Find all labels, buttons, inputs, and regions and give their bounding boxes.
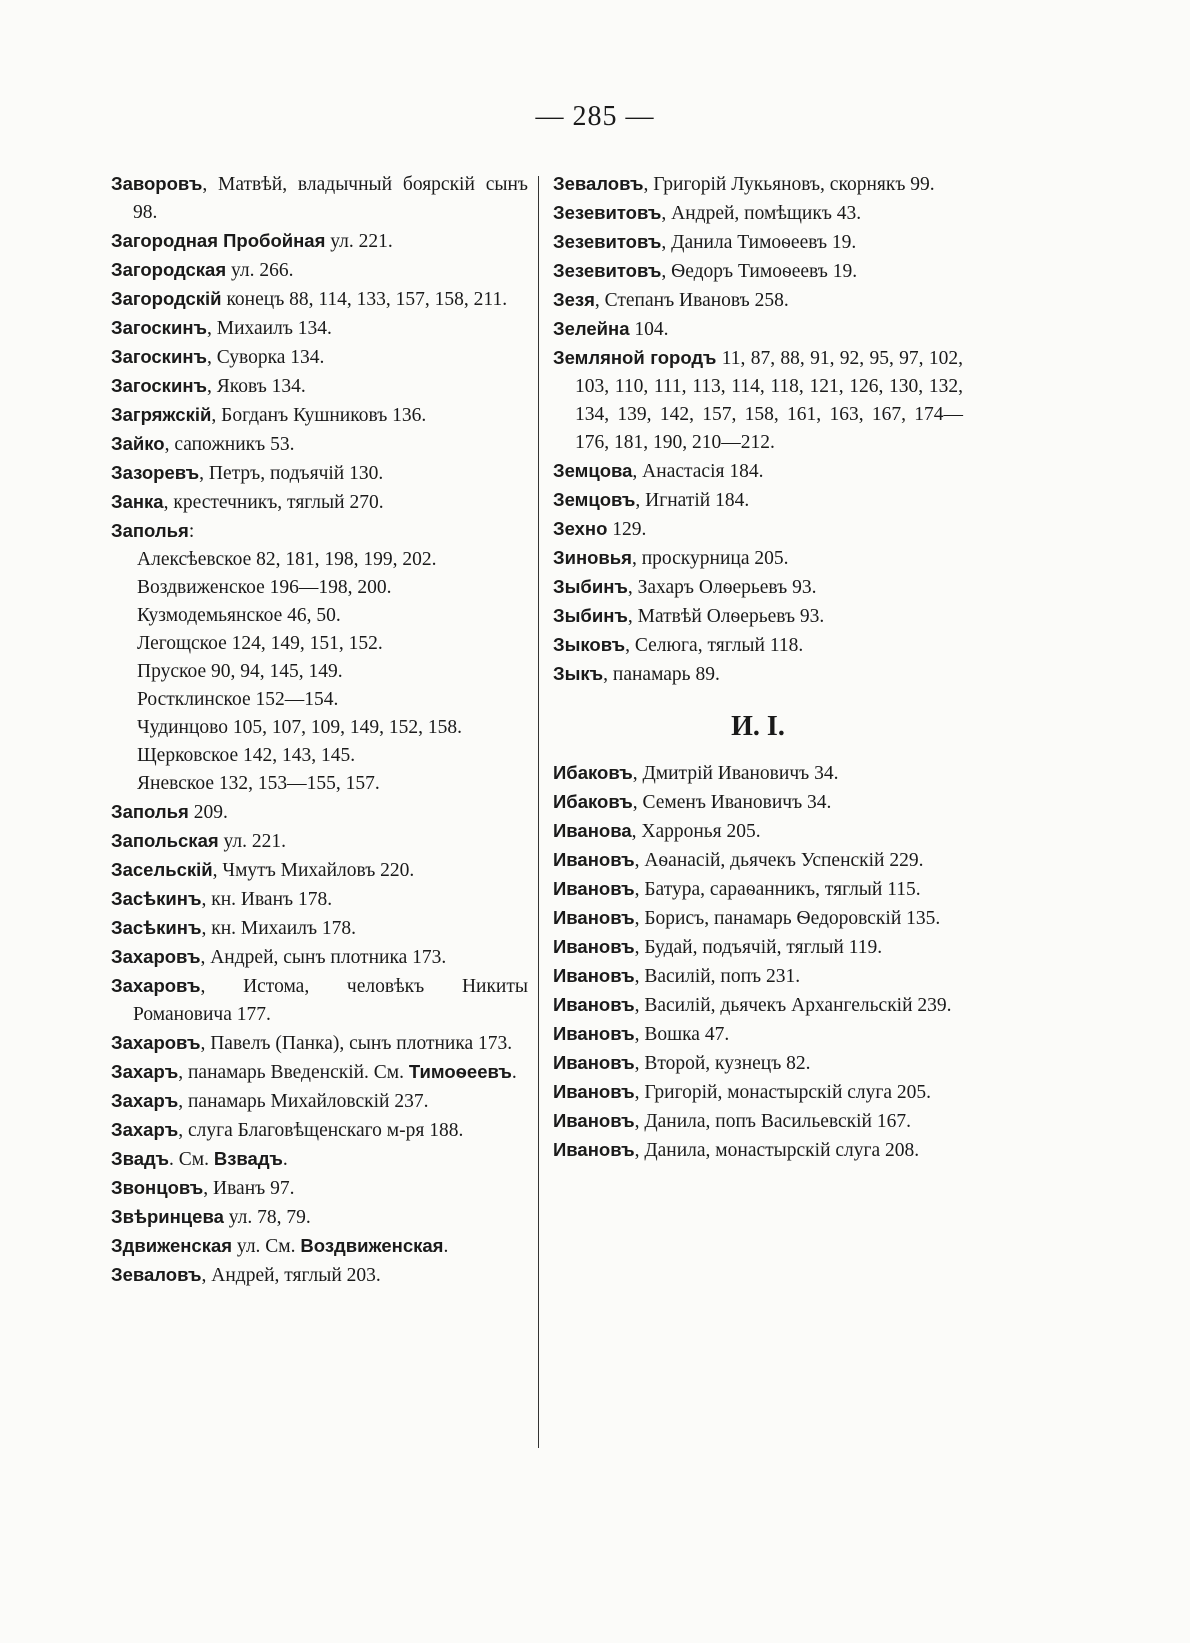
entry-text: . См. [169, 1149, 214, 1170]
index-entry [111, 1232, 528, 1261]
index-entry [553, 1078, 963, 1107]
entry-headword: Зелейна [553, 318, 630, 339]
entry-text: , Андрей, сынъ плотника 173. [200, 947, 447, 968]
entry-headword: Запольская [111, 830, 219, 851]
index-entry [553, 788, 963, 817]
index-entry [553, 315, 963, 344]
entry-text: , Второй, кузнецъ 82. [634, 1053, 811, 1074]
index-entry [553, 817, 963, 846]
entry-text: , Данила Тимоѳеевъ 19. [661, 232, 857, 253]
entry-text: , Матвѣй, владычный боярскій сынъ 98. [133, 174, 528, 223]
entry-headword: Зезевитовъ [553, 260, 662, 281]
entry-text: , кн. Михаилъ 178. [201, 918, 357, 939]
index-entry [111, 914, 528, 943]
entry-headword: Заворовъ [111, 173, 203, 194]
entry-text: , Чмутъ Михайловъ 220. [212, 860, 415, 881]
index-entry [553, 286, 963, 315]
entry-headword: Заполья [111, 801, 189, 822]
entry-text: , Григорій, монастырскій слуга 205. [634, 1082, 932, 1103]
index-entry [553, 1020, 963, 1049]
entry-headword: Зазоревъ [111, 462, 200, 483]
entry-text: , Батура, сараѳанникъ, тяглый 115. [634, 879, 921, 900]
entry-text: , Василій, дьячекъ Архангельскій 239. [634, 995, 952, 1016]
entry-headword: Заполья [111, 520, 189, 541]
entry-text: , Харронья 205. [631, 821, 761, 842]
entry-headword: Захаровъ [111, 946, 201, 967]
index-entry [111, 798, 528, 827]
index-entry [111, 459, 528, 488]
entry-headword: Загоскинъ [111, 346, 207, 367]
entry-headword: Зайко [111, 433, 165, 454]
entry-headword: Зехно [553, 518, 608, 539]
entry-headword: Загородскій [111, 288, 222, 309]
index-subentry: Чудинцово 105, 107, 109, 149, 152, 158. [137, 717, 462, 738]
index-entry [111, 856, 528, 885]
entry-text: , Петръ, подъячій 130. [199, 463, 384, 484]
entry-text: , Анастасія 184. [632, 461, 764, 482]
entry-text: , Андрей, помѣщикъ 43. [661, 203, 862, 224]
entry-text: , Павелъ (Панка), сынъ плотника 173. [200, 1033, 513, 1054]
entry-text: . [511, 1062, 517, 1083]
entry-text: , Ѳедоръ Тимоѳеевъ 19. [661, 261, 858, 282]
entry-text: , панамарь 89. [603, 664, 720, 685]
index-subentry: Яневское 132, 153—155, 157. [137, 773, 380, 794]
index-entry [553, 199, 963, 228]
index-entry [553, 573, 963, 602]
index-subentry: Легощское 124, 149, 151, 152. [137, 633, 383, 654]
index-entry [553, 457, 963, 486]
entry-text: , Селюга, тяглый 118. [625, 635, 804, 656]
entry-text: конецъ 88, 114, 133, 157, 158, 211. [221, 289, 508, 310]
entry-headword: Захаровъ [111, 975, 201, 996]
entry-headword: Засѣкинъ [111, 888, 202, 909]
entry-text: , панамарь Михайловскій 237. [178, 1091, 429, 1112]
entry-text: , проскурница 205. [631, 548, 789, 569]
entry-text: , Аѳанасій, дьячекъ Успенскій 229. [634, 850, 924, 871]
entry-headword: Ивановъ [553, 965, 635, 986]
entry-headword: Земцовъ [553, 489, 636, 510]
entry-headword: Звѣринцева [111, 1206, 224, 1227]
entry-headword: Ивановъ [553, 907, 635, 928]
entry-headword: Звадъ [111, 1148, 169, 1169]
entry-text: , Степанъ Ивановъ 258. [594, 290, 789, 311]
right-column [553, 170, 963, 1165]
index-entry [111, 827, 528, 856]
index-entry [553, 875, 963, 904]
index-entry [553, 660, 963, 689]
entry-text: , Суворка 134. [206, 347, 325, 368]
entry-headword: Взвадъ [213, 1148, 283, 1169]
index-subentry: Алексѣевское 82, 181, 198, 199, 202. [137, 549, 437, 570]
entry-text: : [188, 521, 195, 542]
entry-text: , Вошка 47. [634, 1024, 730, 1045]
entry-headword: Ивановъ [553, 849, 635, 870]
entry-text: , панамарь Введенскій. См. [178, 1062, 409, 1083]
index-entry [553, 257, 963, 286]
index-entry [111, 430, 528, 459]
section-heading: И. I. [731, 711, 785, 742]
index-entry [111, 1174, 528, 1203]
index-entry [553, 170, 963, 199]
index-entry [553, 486, 963, 515]
entry-headword: Земцова [553, 460, 633, 481]
entry-text: ул. 221. [218, 831, 287, 852]
entry-headword: Звонцовъ [111, 1177, 204, 1198]
entry-text: , слуга Благовѣщенскаго м-ря 188. [178, 1120, 464, 1141]
entry-headword: Зыбинъ [553, 605, 628, 626]
entry-headword: Зезя [553, 289, 595, 310]
entry-text: , крестечникъ, тяглый 270. [163, 492, 384, 513]
index-entry [111, 488, 528, 517]
entry-headword: Зеваловъ [111, 1264, 202, 1285]
index-subentry: Щерковское 142, 143, 145. [137, 745, 356, 766]
entry-headword: Захаръ [111, 1119, 179, 1140]
entry-headword: Зезевитовъ [553, 231, 662, 252]
left-column [111, 170, 528, 1290]
index-entry [553, 1049, 963, 1078]
index-entry [553, 933, 963, 962]
entry-text: , Захаръ Олѳерьевъ 93. [627, 577, 817, 598]
index-entry [553, 515, 963, 544]
entry-headword: Земляной городъ [553, 347, 717, 368]
index-entry [111, 170, 528, 227]
entry-text: ул. 266. [226, 260, 294, 281]
entry-headword: Захаръ [111, 1061, 179, 1082]
index-entry [553, 904, 963, 933]
index-subentry: Кузмодемьянское 46, 50. [137, 605, 341, 626]
index-entry [111, 1116, 528, 1145]
entry-text: , Иванъ 97. [203, 1178, 295, 1199]
entry-text: , Будай, подъячій, тяглый 119. [634, 937, 883, 958]
entry-headword: Загоскинъ [111, 375, 207, 396]
entry-text: , Богданъ Кушниковъ 136. [211, 405, 427, 426]
entry-headword: Ибаковъ [553, 762, 633, 783]
entry-headword: Засѣкинъ [111, 917, 202, 938]
entry-headword: Захаръ [111, 1090, 179, 1111]
index-entry [553, 631, 963, 660]
index-entry [553, 228, 963, 257]
index-entry [553, 344, 963, 457]
entry-headword: Зыковъ [553, 634, 626, 655]
index-entry [111, 401, 528, 430]
entry-headword: Тимоѳеевъ [408, 1061, 512, 1082]
index-entry [111, 885, 528, 914]
entry-text: , Данила, монастырскій слуга 208. [634, 1140, 920, 1161]
index-entry [553, 1136, 963, 1165]
index-subentry: Пруское 90, 94, 145, 149. [137, 661, 343, 682]
entry-text: , Михаилъ 134. [206, 318, 332, 339]
entry-headword: Зезевитовъ [553, 202, 662, 223]
entry-text: , Андрей, тяглый 203. [201, 1265, 381, 1286]
entry-text: , Данила, попъ Васильевскій 167. [634, 1111, 911, 1132]
index-entry [553, 991, 963, 1020]
index-entry [553, 1107, 963, 1136]
entry-headword: Ивановъ [553, 1052, 635, 1073]
index-entry [111, 517, 528, 546]
column-divider [538, 176, 539, 1448]
i-entries [553, 759, 963, 1165]
entry-text: . [443, 1236, 449, 1257]
entry-text: , Истома, человѣкъ Никиты Романовича 177. [133, 976, 528, 1025]
index-entry [111, 1203, 528, 1232]
index-entry [553, 846, 963, 875]
entry-headword: Загряжскій [111, 404, 212, 425]
page-number: — 285 — [535, 101, 655, 132]
index-entry [111, 943, 528, 972]
entry-text: 11, 87, 88, 91, 92, 95, 97, 102, 103, 110, 111, 113, 114, 118, 121, 126, 130, 132, 134, 139, 142, 157, 158, 161, 163, 167, 174—176, 181, 190, 210—212. [575, 348, 963, 453]
entry-headword: Ивановъ [553, 1023, 635, 1044]
entry-headword: Ивановъ [553, 1110, 635, 1131]
index-entry [111, 1261, 528, 1290]
entry-headword: Засельскій [111, 859, 213, 880]
entry-text: . [282, 1149, 288, 1170]
entry-text: , Семенъ Ивановичъ 34. [632, 792, 832, 813]
index-entry [553, 759, 963, 788]
entry-headword: Захаровъ [111, 1032, 201, 1053]
entry-text: , Григорій Лукьяновъ, скорнякъ 99. [643, 174, 935, 195]
entry-headword: Ивановъ [553, 994, 635, 1015]
entry-text: 104. [629, 319, 669, 340]
entry-headword: Воздвиженская [300, 1235, 444, 1256]
index-entry [111, 343, 528, 372]
entry-headword: Ивановъ [553, 1139, 635, 1160]
entry-headword: Загородская [111, 259, 227, 280]
entry-text: 209. [188, 802, 228, 823]
entry-text: , Дмитрій Ивановичъ 34. [632, 763, 839, 784]
entry-headword: Зиновья [553, 547, 632, 568]
index-entry [553, 962, 963, 991]
index-entry [553, 602, 963, 631]
index-entry [111, 285, 528, 314]
index-entry [111, 256, 528, 285]
index-entry [111, 314, 528, 343]
index-entry [111, 1029, 528, 1058]
entry-text: , Яковъ 134. [206, 376, 306, 397]
index-entry [111, 1145, 528, 1174]
entry-text: ул. См. [232, 1236, 301, 1257]
entry-headword: Ибаковъ [553, 791, 633, 812]
entry-headword: Занка [111, 491, 164, 512]
entry-headword: Ивановъ [553, 878, 635, 899]
entry-headword: Загородная Пробойная [111, 230, 326, 251]
entry-headword: Ивановъ [553, 1081, 635, 1102]
index-entry [111, 1087, 528, 1116]
entry-headword: Зыкъ [553, 663, 604, 684]
entry-text: , Матвѣй Олѳерьевъ 93. [627, 606, 825, 627]
index-entry [553, 544, 963, 573]
index-entry [111, 372, 528, 401]
entry-text: , Борисъ, панамарь Ѳедоровскій 135. [634, 908, 941, 929]
entry-text: , кн. Иванъ 178. [201, 889, 333, 910]
z-entries [553, 170, 963, 689]
entry-headword: Ивановъ [553, 936, 635, 957]
entry-text: , сапожникъ 53. [164, 434, 295, 455]
entry-headword: Здвиженская [111, 1235, 233, 1256]
entry-headword: Зеваловъ [553, 173, 644, 194]
index-entry [111, 1058, 528, 1087]
entry-text: ул. 221. [325, 231, 393, 252]
index-subentry: Ростклинское 152—154. [137, 689, 339, 710]
index-entry [111, 972, 528, 1029]
entry-headword: Зыбинъ [553, 576, 628, 597]
index-subentry: Воздвиженское 196—198, 200. [137, 577, 392, 598]
entry-text: ул. 78, 79. [223, 1207, 311, 1228]
entry-text: 129. [607, 519, 647, 540]
entry-headword: Загоскинъ [111, 317, 207, 338]
entry-text: , Василій, попъ 231. [634, 966, 801, 987]
entry-headword: Иванова [553, 820, 632, 841]
index-entry [111, 227, 528, 256]
entry-text: , Игнатій 184. [635, 490, 750, 511]
